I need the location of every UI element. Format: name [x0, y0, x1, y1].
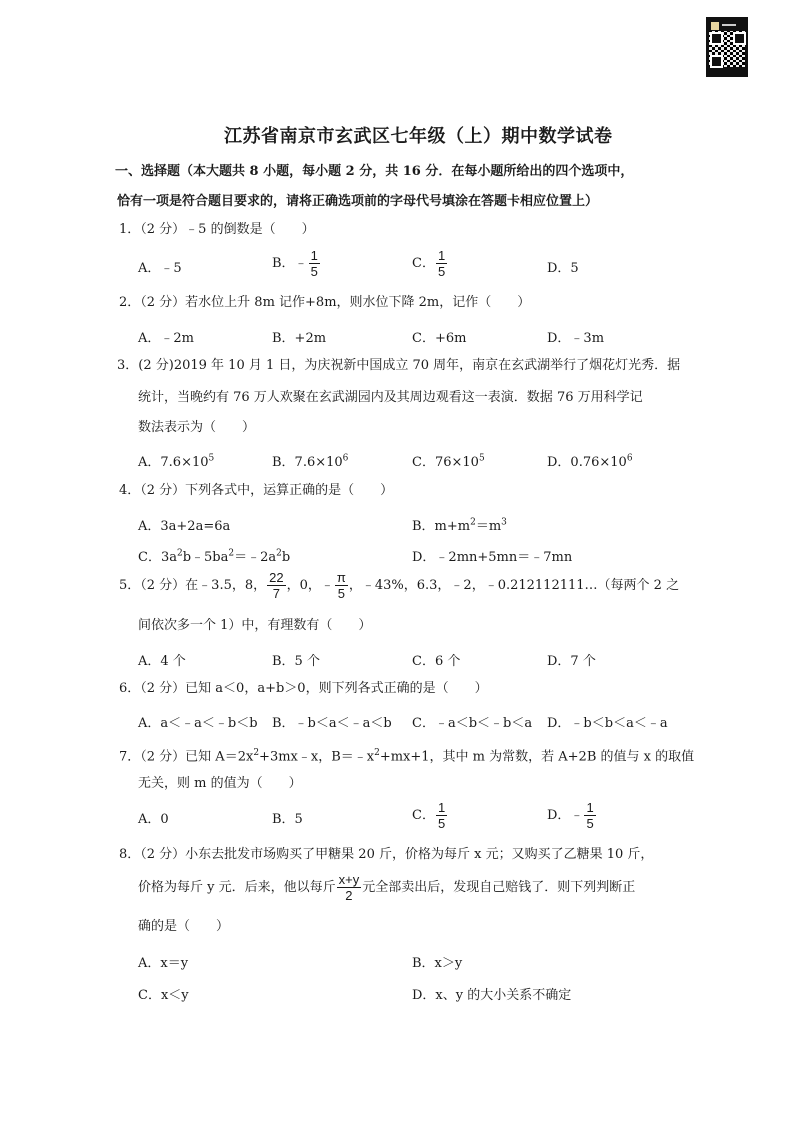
page-title: 江苏省南京市玄武区七年级（上）期中数学试卷 [224, 126, 613, 147]
q2-stem: 2．（2 分）若水位上升 8m 记作+8m，则水位下降 2m，记作（ ） [119, 295, 531, 310]
section-heading-line1: 一、选择题（本大题共 8 小题，每小题 2 分，共 16 分．在每小题所给出的四个选项中， [115, 164, 634, 179]
q7-option-a: A．0 [138, 812, 169, 827]
q7-option-b: B．5 [272, 812, 303, 827]
q7-option-c-prefix: C． [412, 808, 435, 823]
q8-line3: 确的是（ ） [138, 919, 230, 934]
q1-b-numerator: 1 [310, 248, 318, 263]
q3-option-b [272, 451, 348, 470]
q1-option-b-fraction [309, 248, 320, 279]
q8-f-denominator: 2 [345, 888, 353, 903]
q7-exp2: 2 [374, 748, 380, 758]
q7-d-numerator: 1 [586, 800, 594, 815]
q2-option-d: D．﹣3m [547, 331, 605, 346]
q3-line2: 统计，当晚约有 76 万人欢聚在玄武湖园内及其周边观看这一表演．数据 76 万用科学记 [138, 390, 643, 405]
q3-a-exponent: 5 [208, 453, 215, 464]
q6-option-c: C．﹣a＜b＜﹣b＜a [412, 716, 533, 731]
q1-b-denominator: 5 [310, 264, 318, 279]
q4-option-b [412, 515, 507, 534]
q5-fraction-pi-5 [335, 570, 348, 601]
q5-option-a: A．4 个 [138, 654, 186, 669]
q5-f2-denominator: 5 [337, 586, 345, 601]
q7-option-d-prefix: D．﹣ [547, 808, 584, 823]
q5-fraction-22-7 [267, 570, 285, 601]
q7-option-c [412, 800, 448, 831]
q3-a-base: A．7.6×10 [138, 455, 209, 470]
q1-c-denominator: 5 [437, 264, 446, 279]
q1-option-c [412, 248, 448, 279]
qr-header-bar [722, 24, 736, 26]
q4-c-exp3: 2 [276, 548, 282, 559]
q8-line2-pre: 价格为每斤 y 元．后来，他以每斤 [138, 880, 336, 895]
q8-line2-post: 元全部卖出后，发现自己赔钱了．则下列判断正 [362, 880, 636, 895]
q3-d-exponent: 6 [626, 453, 633, 464]
q4-c-part4: b [281, 550, 291, 565]
q5-line1 [119, 570, 679, 601]
q8-f-numerator: x+y [338, 872, 360, 887]
q4-c-exp2: 2 [228, 548, 235, 559]
q2-option-a: A．﹣2m [138, 331, 194, 346]
q1-option-b-prefix: B．﹣ [272, 256, 308, 271]
q3-c-base: C．76×10 [412, 455, 479, 470]
qr-header [708, 19, 746, 29]
q3-d-base: D．0.76×10 [547, 455, 627, 470]
q4-c-part1: C．3a [138, 550, 177, 565]
q8-option-b: B．x＞y [412, 956, 463, 971]
q3-option-c [412, 451, 485, 470]
q6-option-d: D．﹣b＜b＜a＜﹣a [547, 716, 668, 731]
q2-option-b: B．+2m [272, 331, 327, 346]
q3-b-exponent: 6 [342, 453, 349, 464]
q1-stem: 1．（2 分）﹣5 的倒数是（ ） [119, 222, 315, 237]
q5-option-d: D．7 个 [547, 654, 596, 669]
q7-option-d-fraction [584, 800, 595, 831]
qr-finder-top-left [710, 32, 723, 45]
q4-option-a: A．3a+2a=6a [138, 519, 231, 534]
q3-c-exponent: 5 [478, 453, 485, 464]
q8-line1: 8．（2 分）小东去批发市场购买了甲糖果 20 斤，价格为每斤 x 元；又购买了乙糖果 10 斤， [119, 847, 654, 862]
q3-option-a [138, 451, 214, 470]
q1-option-a: A．﹣5 [138, 261, 182, 276]
q4-b-exp2: 3 [501, 517, 507, 528]
q1-option-c-prefix: C． [412, 256, 435, 271]
q4-option-c [138, 546, 290, 565]
q5-option-b: B．5 个 [272, 654, 320, 669]
q3-b-base: B．7.6×10 [272, 455, 343, 470]
q1-option-c-fraction [436, 248, 447, 279]
q5-f1-numerator: 22 [269, 570, 284, 585]
q7-line1 [119, 745, 694, 765]
qr-code-image [706, 17, 748, 77]
q8-option-c: C．x＜y [138, 988, 189, 1003]
q7-c-numerator: 1 [437, 800, 446, 815]
q7-c-denominator: 5 [437, 816, 446, 831]
q4-b-exp1: 2 [470, 517, 476, 528]
q4-c-exp1: 2 [176, 548, 183, 559]
q4-option-d: D．﹣2mn+5mn＝﹣7mn [412, 550, 573, 565]
q4-c-part3: ＝﹣2a [234, 550, 277, 565]
q7-option-c-fraction [436, 800, 447, 831]
section-heading-line2: 恰有一项是符合题目要求的，请将正确选项前的字母代号填涂在答题卡相应位置上） [117, 194, 599, 209]
q5-line2: 间依次多一个 1）中，有理数有（ ） [138, 618, 372, 633]
q7-line1-part2: +3mx﹣x，B＝﹣x [259, 749, 375, 765]
q8-line2 [138, 872, 635, 903]
q3-option-d [547, 451, 633, 470]
qr-finder-top-right [733, 32, 746, 45]
q6-option-a: A．a＜﹣a＜﹣b＜b [138, 716, 258, 731]
q4-stem: 4．（2 分）下列各式中，运算正确的是（ ） [119, 483, 394, 498]
q4-c-part2: b﹣5ba [182, 550, 229, 565]
q6-option-b: B．﹣b＜a＜﹣a＜b [272, 716, 392, 731]
q3-line1: 3．(2 分)2019 年 10 月 1 日，为庆祝新中国成立 70 周年，南京在玄武湖举行了烟花灯光秀．据 [117, 358, 681, 373]
q7-line1-part1: 7．（2 分）已知 A＝2x [119, 749, 254, 765]
qr-logo-icon [711, 22, 719, 30]
q6-stem: 6．（2 分）已知 a＜0，a+b＞0，则下列各式正确的是（ ） [119, 681, 488, 696]
q5-f1-denominator: 7 [272, 586, 280, 601]
q1-option-b [272, 248, 321, 279]
q8-option-d: D．x、y 的大小关系不确定 [412, 988, 572, 1003]
q5-option-c: C．6 个 [412, 654, 461, 669]
q1-c-numerator: 1 [437, 248, 446, 263]
q3-line3: 数法表示为（ ） [138, 420, 256, 435]
q2-option-c: C．+6m [412, 331, 467, 346]
q5-stem-post: ，﹣43%，6.3，﹣2，﹣0.212112111…（每两个 2 之 [348, 578, 680, 593]
q4-b-part2: ＝m [475, 519, 502, 534]
q7-line1-part3: +mx+1，其中 m 为常数，若 A+2B 的值与 x 的取值 [379, 749, 695, 765]
q5-stem-pre: 5．（2 分）在﹣3.5，8， [119, 578, 267, 593]
q7-d-denominator: 5 [586, 816, 594, 831]
q8-fraction [337, 872, 362, 903]
q5-stem-mid: ，0，﹣ [286, 578, 334, 593]
q7-option-d [547, 800, 597, 831]
q8-option-a: A．x＝y [138, 956, 189, 971]
q4-b-part1: B．m+m [412, 519, 471, 534]
qr-finder-bottom-left [710, 55, 723, 68]
q5-f2-numerator: π [336, 570, 346, 585]
q7-line2: 无关，则 m 的值为（ ） [138, 776, 302, 791]
q7-exp1: 2 [253, 748, 260, 758]
q1-option-d: D．5 [547, 261, 579, 276]
